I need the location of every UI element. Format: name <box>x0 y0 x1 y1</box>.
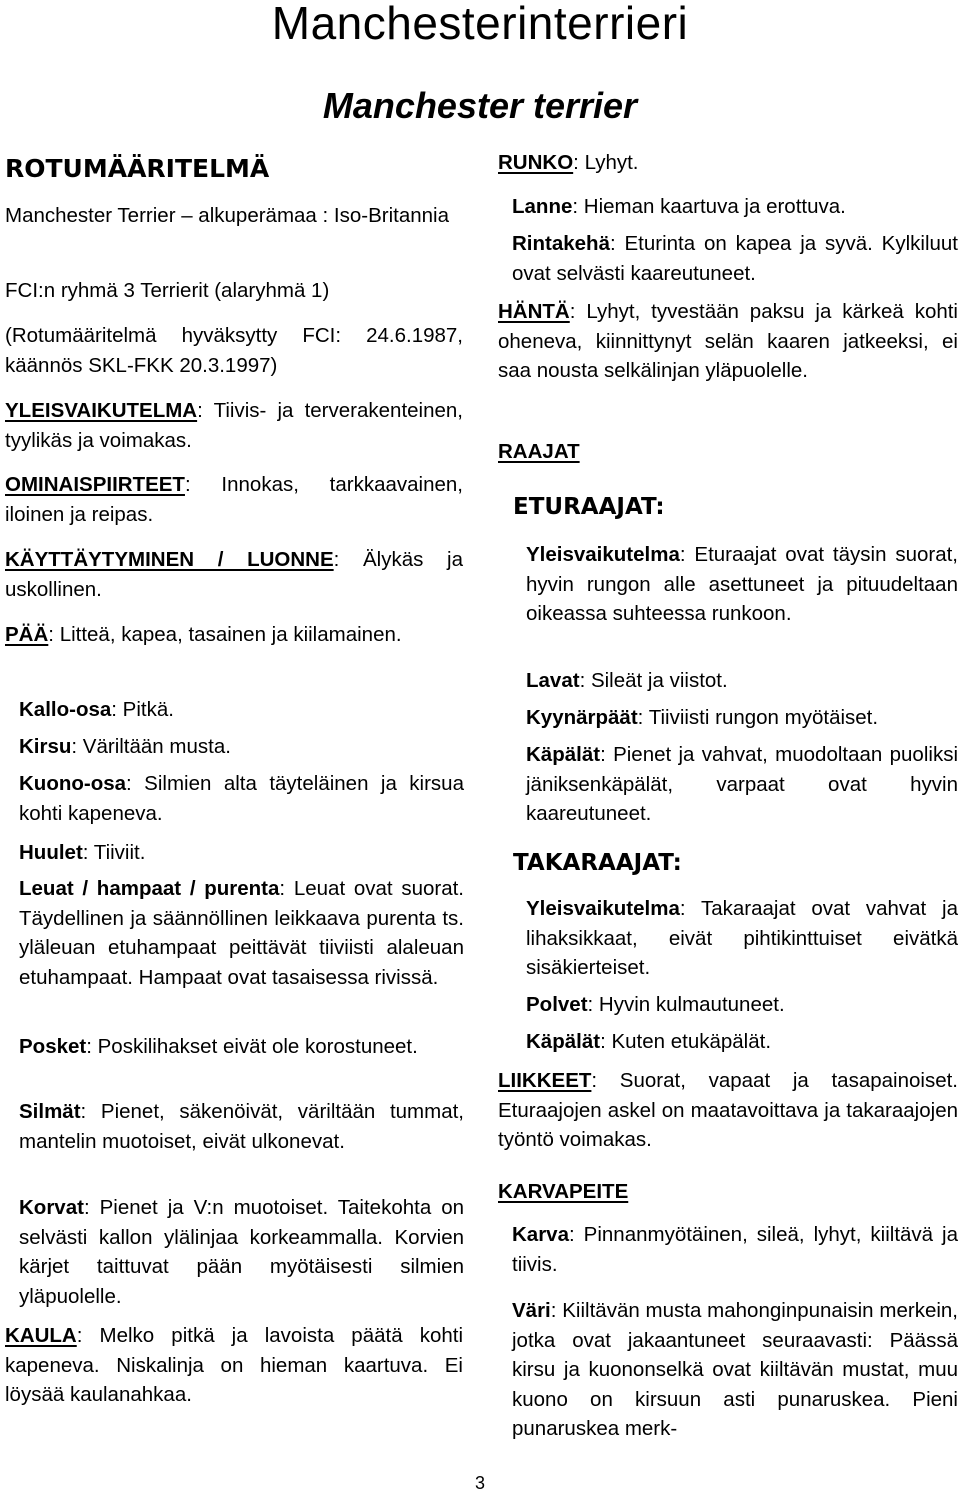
colour <box>512 1296 958 1444</box>
hind-general <box>526 894 958 983</box>
head-text: : Litteä, kapea, tasainen ja kiilamainen. <box>48 623 402 646</box>
hind-feet-text: : Kuten etukäpälät. <box>600 1030 772 1053</box>
stifles-label: Polvet <box>526 993 588 1016</box>
colour-text: : Kiiltävän musta mahonginpunaisin merkein, jotka ovat jakaantuneet seuraavasti: Päässä kirsu ja kuononselkä ovat kiiltävän mustat, muu kuono on kirsuun asti punaruskea. Pieni punaruskea merk- <box>512 1299 958 1440</box>
page-number: 3 <box>474 1473 485 1493</box>
fore-feet-label: Käpälät <box>526 743 601 766</box>
nose-text: : Väriltään musta. <box>71 735 231 758</box>
chest-text: : Eturinta on kapea ja syvä. Kylkiluut ovat selvästi kaareutuneet. <box>512 232 958 285</box>
jaws-teeth <box>19 874 464 992</box>
neck <box>5 1321 463 1410</box>
temperament <box>5 545 463 604</box>
ears-label: Korvat <box>19 1196 84 1219</box>
shoulders-text: : Sileät ja viistot. <box>579 669 728 692</box>
cheeks-text: : Poskilihakset eivät ole korostuneet. <box>86 1035 418 1058</box>
muzzle <box>19 769 464 828</box>
loin-text: : Hieman kaartuva ja erottuva. <box>572 195 846 218</box>
hind-general-label: Yleisvaikutelma <box>526 897 680 920</box>
temperament-label: KÄYTTÄYTYMINEN / LUONNE <box>5 548 334 571</box>
nose-label: Kirsu <box>19 735 72 758</box>
forequarters-heading: ETURAAJAT: <box>513 494 665 520</box>
hind-general-text: : Takaraajat ovat vahvat ja lihaksikkaat, eivät pihtikinttuiset eivätkä sisäkierteiset. <box>526 897 958 979</box>
neck-label: KAULA <box>5 1324 77 1347</box>
page-title: Manchesterinterrieri <box>271 0 689 49</box>
eyes <box>19 1097 464 1156</box>
head-label: PÄÄ <box>5 623 49 646</box>
hair-label: Karva <box>512 1223 569 1246</box>
limbs-label: RAAJAT <box>498 440 580 463</box>
coat-label: KARVAPEITE <box>498 1180 629 1203</box>
muzzle-label: Kuono-osa <box>19 772 127 795</box>
gait-text: : Suorat, vapaat ja tasapainoiset. Eturaajojen askel on maatavoittava ja takaraajojen työntö voimakas. <box>498 1069 958 1151</box>
gait <box>498 1066 958 1155</box>
chest-label: Rintakehä <box>512 232 610 255</box>
elbows-label: Kyynärpäät <box>526 706 638 729</box>
lips-text: : Tiiviit. <box>82 841 146 864</box>
coat-heading <box>498 1177 958 1207</box>
stifles-text: : Hyvin kulmautuneet. <box>587 993 785 1016</box>
section-heading: ROTUMÄÄRITELMÄ <box>5 154 270 183</box>
lips-label: Huulet <box>19 841 83 864</box>
cheeks-label: Posket <box>19 1035 87 1058</box>
shoulders-label: Lavat <box>526 669 580 692</box>
jaws-text: : Leuat ovat suorat. Täydellinen ja säännöllinen leikkaava purenta ts. yläleuan etuhampaat peittävät tiiviisti alaleuan etuhampaat. Hampaat ovat tasaisessa rivissä. <box>19 877 464 989</box>
approval-text: (Rotumääritelmä hyväksytty FCI: 24.6.1987, käännös SKL-FKK 20.3.1997) <box>5 324 463 377</box>
limbs-heading <box>498 437 958 467</box>
head-section <box>5 620 463 650</box>
characteristics-text: : Innokas, tarkkaavainen, iloinen ja reipas. <box>5 473 463 526</box>
eyes-text: : Pienet, säkenöivät, väriltään tummat, mantelin muotoiset, eivät ulkonevat. <box>19 1100 464 1153</box>
hind-feet-label: Käpälät <box>526 1030 601 1053</box>
neck-text: : Melko pitkä ja lavoista päätä kohti kapeneva. Niskalinja on hieman kaartuva. Ei löysää kaulanahkaa. <box>5 1324 463 1406</box>
characteristics-label: OMINAISPIIRTEET <box>5 473 185 496</box>
origin-text: Manchester Terrier – alkuperämaa : Iso-Britannia <box>5 204 449 227</box>
fore-general-text: : Eturaajat ovat täysin suorat, hyvin rungon alle asettuneet ja pituudeltaan oikeassa suhteessa runkoon. <box>526 543 958 625</box>
elbows-text: : Tiiviisti rungon myötäiset. <box>637 706 879 729</box>
nose <box>19 732 464 762</box>
body-text: : Lyhyt. <box>573 151 639 174</box>
ears <box>19 1193 464 1311</box>
hair <box>512 1220 958 1279</box>
fore-general <box>526 540 958 629</box>
lips <box>19 838 464 868</box>
general-appearance <box>5 396 463 455</box>
general-appearance-text: : Tiivis- ja terverakenteinen, tyylikäs ja voimakas. <box>5 399 463 452</box>
loin-label: Lanne <box>512 195 573 218</box>
loin <box>512 192 958 222</box>
shoulders <box>526 666 958 696</box>
tail-text: : Lyhyt, tyvestään paksu ja kärkeä kohti oheneva, kiinnittynyt selän kaaren jatkeeksi, ei saa nousta selkälinjan yläpuolelle. <box>498 300 958 382</box>
chest <box>512 229 958 288</box>
skull <box>19 695 464 725</box>
eyes-label: Silmät <box>19 1100 81 1123</box>
fore-general-label: Yleisvaikutelma <box>526 543 680 566</box>
general-appearance-label: YLEISVAIKUTELMA <box>5 399 198 422</box>
temperament-text: : Älykäs ja uskollinen. <box>5 548 463 601</box>
skull-label: Kallo-osa <box>19 698 112 721</box>
skull-text: : Pitkä. <box>111 698 174 721</box>
hind-feet <box>526 1027 958 1057</box>
cheeks <box>19 1032 464 1062</box>
stifles <box>526 990 958 1020</box>
hindquarters-heading: TAKARAAJAT: <box>513 850 682 876</box>
muzzle-text: : Silmien alta täyteläinen ja kirsua kohti kapeneva. <box>19 772 464 825</box>
hair-text: : Pinnanmyötäinen, sileä, lyhyt, kiiltävä ja tiivis. <box>512 1223 958 1276</box>
body <box>498 148 958 178</box>
colour-label: Väri <box>512 1299 551 1322</box>
jaws-label: Leuat / hampaat / purenta <box>19 877 280 900</box>
tail <box>498 297 958 386</box>
characteristics <box>5 470 463 529</box>
fci-group-text: FCI:n ryhmä 3 Terrierit (alaryhmä 1) <box>5 279 330 302</box>
body-label: RUNKO <box>498 151 574 174</box>
ears-text: : Pienet ja V:n muotoiset. Taitekohta on selvästi kallon ylälinjaa korkeammalla. Korvien kärjet taittuvat pään myötäisesti silmien yläpuolelle. <box>19 1196 464 1308</box>
fore-feet-text: : Pienet ja vahvat, muodoltaan puoliksi jäniksenkäpälät, varpaat ovat hyvin kaareutuneet. <box>526 743 958 825</box>
tail-label: HÄNTÄ <box>498 300 570 323</box>
page-subtitle: Manchester terrier <box>322 85 638 126</box>
gait-label: LIIKKEET <box>498 1069 592 1092</box>
elbows <box>526 703 958 733</box>
fore-feet <box>526 740 958 829</box>
